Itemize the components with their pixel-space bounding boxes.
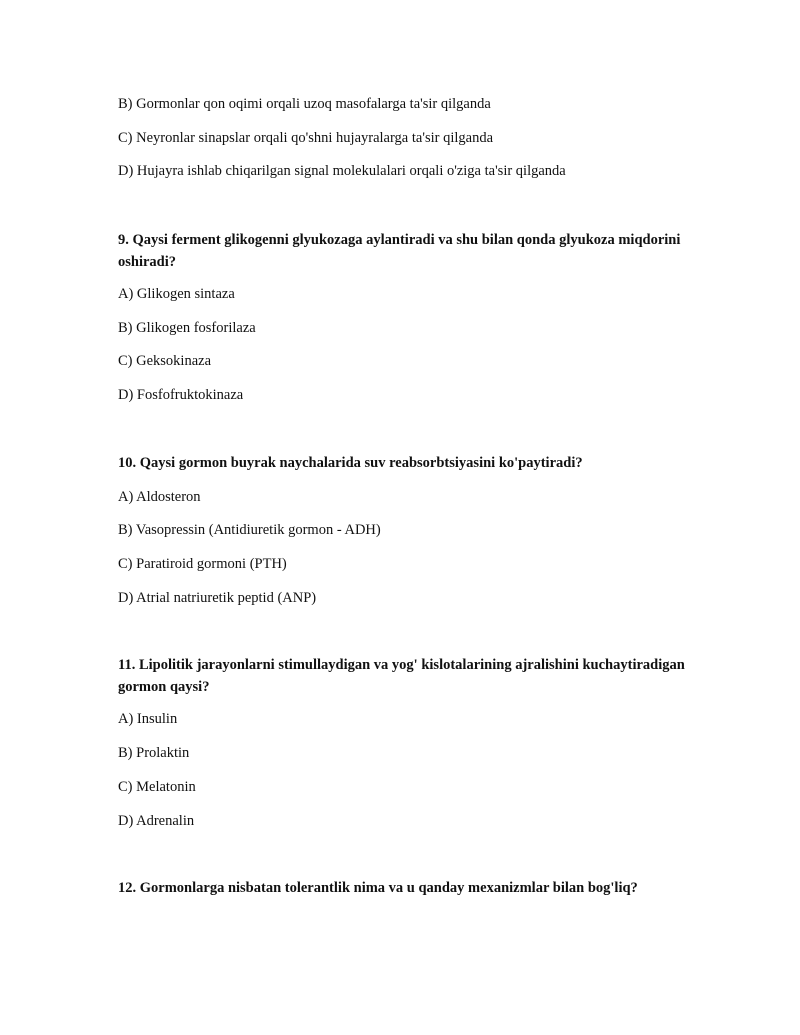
option-9-d: D) Fosfofruktokinaza bbox=[118, 387, 244, 403]
question-12: 12. Gormonlarga nisbatan tolerantlik nima va u qanday mexanizmlar bilan bog'liq? bbox=[118, 880, 638, 896]
question-11: 11. Lipolitik jarayonlarni stimullaydigan va yog' kislotalarining ajralishini kuchaytiradigan gormon qaysi? bbox=[118, 657, 685, 695]
option-11-b: B) Prolaktin bbox=[118, 745, 190, 761]
question-9: 9. Qaysi ferment glikogenni glyukozaga aylantiradi va shu bilan qonda glyukoza miqdorini oshiradi? bbox=[118, 232, 681, 270]
option-10-b: B) Vasopressin (Antidiuretik gormon - ADH) bbox=[118, 522, 381, 538]
option-10-a: A) Aldosteron bbox=[118, 489, 201, 505]
option-9-b: B) Glikogen fosforilaza bbox=[118, 320, 256, 336]
option-10-d: D) Atrial natriuretik peptid (ANP) bbox=[118, 590, 317, 606]
option-8-b: B) Gormonlar qon oqimi orqali uzoq masofalarga ta'sir qilganda bbox=[118, 96, 491, 112]
option-11-c: C) Melatonin bbox=[118, 779, 196, 795]
option-9-a: A) Glikogen sintaza bbox=[118, 286, 235, 302]
option-8-c: C) Neyronlar sinapslar orqali qo'shni hujayralarga ta'sir qilganda bbox=[118, 130, 494, 146]
option-10-c: C) Paratiroid gormoni (PTH) bbox=[118, 556, 287, 572]
option-11-a: A) Insulin bbox=[118, 711, 178, 727]
option-8-d: D) Hujayra ishlab chiqarilgan signal molekulalari orqali o'ziga ta'sir qilganda bbox=[118, 163, 566, 179]
option-9-c: C) Geksokinaza bbox=[118, 353, 212, 369]
option-11-d: D) Adrenalin bbox=[118, 813, 195, 829]
question-10: 10. Qaysi gormon buyrak naychalarida suv reabsorbtsiyasini ko'paytiradi? bbox=[118, 455, 583, 471]
